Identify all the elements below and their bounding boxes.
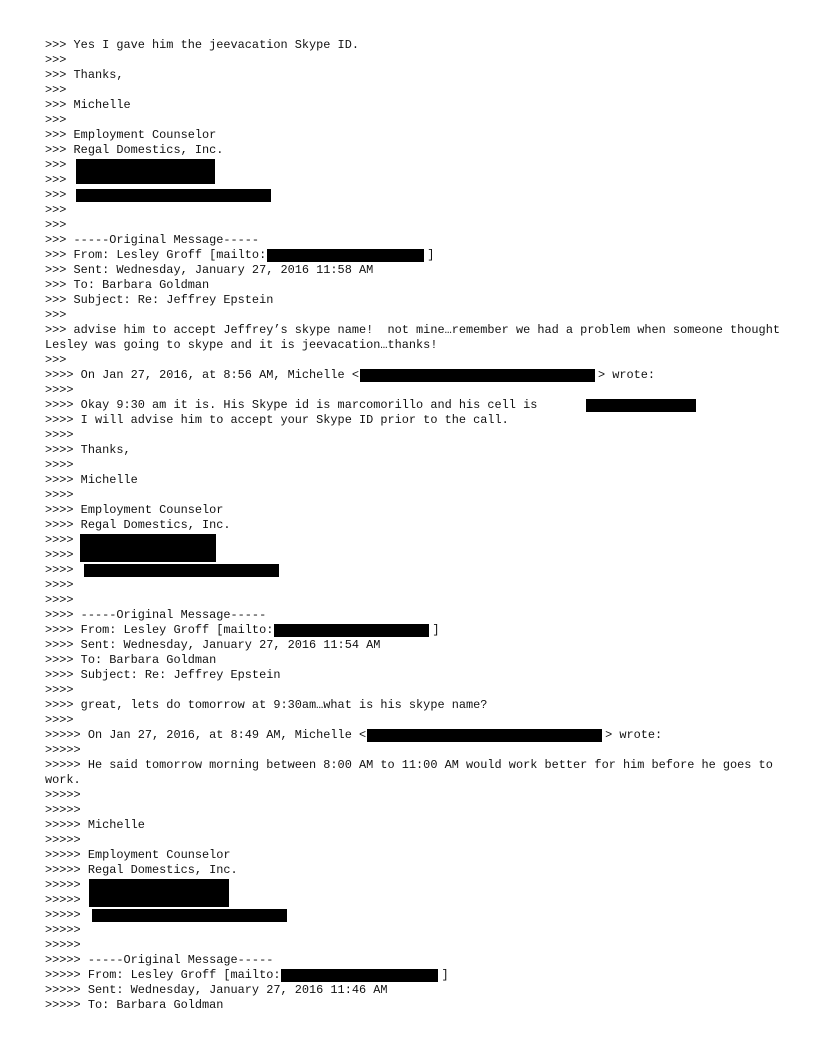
line-text: >>>>> Regal Domestics, Inc. (45, 863, 238, 877)
line-text: >>> Michelle (45, 98, 131, 112)
line-text: >>>>> (45, 788, 81, 802)
text-line (45, 233, 785, 248)
text-line (45, 758, 785, 788)
line-text: >>>> Sent: Wednesday, January 27, 2016 11:54 AM (45, 638, 381, 652)
line-text: >>>>> Sent: Wednesday, January 27, 2016 11:46 AM (45, 983, 388, 997)
text-line (45, 728, 785, 743)
text-line (45, 323, 788, 353)
text-line (45, 143, 785, 158)
line-text: >>>> Regal Domestics, Inc. (45, 518, 231, 532)
text-line (45, 188, 785, 203)
text-line (45, 458, 785, 473)
line-text: >>> (45, 158, 67, 172)
text-line (45, 563, 785, 578)
line-text-after-redaction: ] (432, 623, 440, 637)
line-text: >>>>> (45, 908, 81, 922)
redaction-box (586, 399, 696, 412)
line-text: >>> (45, 203, 67, 217)
redaction-box (92, 909, 287, 922)
redaction-box (281, 969, 438, 982)
line-text: >>>> (45, 533, 74, 547)
text-line (45, 173, 785, 188)
text-line (45, 788, 785, 803)
text-line (45, 128, 785, 143)
text-line (45, 398, 785, 413)
line-text: >>> Subject: Re: Jeffrey Epstein (45, 293, 274, 307)
text-line (45, 698, 785, 713)
text-line (45, 623, 785, 638)
text-line (45, 158, 785, 173)
text-line (45, 308, 785, 323)
text-line (45, 278, 785, 293)
line-text: >>>>> Michelle (45, 818, 145, 832)
text-line (45, 413, 785, 428)
line-text: >>> Regal Domestics, Inc. (45, 143, 224, 157)
text-line (45, 113, 785, 128)
text-line (45, 488, 785, 503)
text-line (45, 533, 785, 548)
text-line (45, 548, 785, 563)
text-line (45, 923, 785, 938)
text-line (45, 743, 785, 758)
text-line (45, 668, 785, 683)
line-text: >>>> (45, 683, 74, 697)
line-text: >>> advise him to accept Jeffrey’s skype name! not mine…remember we had a problem when someone thought Lesley was going to skype and it is jeevacation…thanks! (45, 323, 788, 352)
line-text: >>>>> (45, 743, 81, 757)
line-text: >>>>> From: Lesley Groff [mailto: (45, 968, 281, 982)
line-text: >>> From: Lesley Groff [mailto: (45, 248, 267, 262)
text-line (45, 683, 785, 698)
line-text: >>>> -----Original Message----- (45, 608, 267, 622)
line-text: >>> Sent: Wednesday, January 27, 2016 11:58 AM (45, 263, 374, 277)
text-line (45, 593, 785, 608)
line-text: >>>>> He said tomorrow morning between 8:00 AM to 11:00 AM would work better for him before he goes to work. (45, 758, 780, 787)
line-text: >>> (45, 308, 67, 322)
line-text: >>>>> (45, 833, 81, 847)
text-line (45, 938, 785, 953)
line-text: >>>>> To: Barbara Goldman (45, 998, 224, 1012)
redaction-box (274, 624, 429, 637)
text-line (45, 803, 785, 818)
text-line (45, 68, 785, 83)
line-text: >>>>> (45, 938, 81, 952)
line-text: >>> Employment Counselor (45, 128, 217, 142)
line-text: >>>> (45, 563, 74, 577)
line-text: >>>> (45, 383, 74, 397)
text-line (45, 368, 785, 383)
text-line (45, 38, 785, 53)
text-line (45, 833, 785, 848)
line-text-after-redaction: > wrote: (597, 368, 656, 382)
text-line (45, 83, 785, 98)
redaction-box (367, 729, 602, 742)
line-text: >>>> (45, 458, 74, 472)
line-text: >>>> Employment Counselor (45, 503, 224, 517)
text-line (45, 353, 785, 368)
redaction-box (76, 189, 271, 202)
text-line (45, 863, 785, 878)
line-text: >>>> (45, 548, 74, 562)
redaction-box (84, 564, 279, 577)
line-text: >>>>> (45, 803, 81, 817)
line-text: >>> (45, 173, 67, 187)
text-line (45, 473, 785, 488)
line-text: >>>> Thanks, (45, 443, 131, 457)
text-line (45, 653, 785, 668)
text-line (45, 953, 785, 968)
text-line (45, 713, 785, 728)
line-text: >>> (45, 218, 67, 232)
line-text: >>> (45, 188, 67, 202)
text-line (45, 608, 785, 623)
text-line (45, 908, 785, 923)
line-text: >>> (45, 113, 67, 127)
line-text: >>>> On Jan 27, 2016, at 8:56 AM, Michelle < (45, 368, 359, 382)
line-text: >>>>> -----Original Message----- (45, 953, 274, 967)
line-text-after-redaction: ] (427, 248, 435, 262)
line-text: >>>> From: Lesley Groff [mailto: (45, 623, 274, 637)
line-text: >>>> (45, 593, 74, 607)
line-text: >>> (45, 83, 67, 97)
text-line (45, 518, 785, 533)
text-line (45, 218, 785, 233)
text-line (45, 53, 785, 68)
redaction-box (267, 249, 424, 262)
line-text: >>>> (45, 428, 74, 442)
redaction-box (360, 369, 595, 382)
text-line (45, 428, 785, 443)
line-text: >>> To: Barbara Goldman (45, 278, 210, 292)
line-text: >>>> Michelle (45, 473, 138, 487)
line-text: >>>>> (45, 878, 81, 892)
line-text: >>>> Subject: Re: Jeffrey Epstein (45, 668, 281, 682)
line-text: >>>> I will advise him to accept your Skype ID prior to the call. (45, 413, 509, 427)
text-line (45, 818, 785, 833)
text-line (45, 578, 785, 593)
text-line (45, 203, 785, 218)
text-line (45, 293, 785, 308)
line-text: >>> Yes I gave him the jeevacation Skype ID. (45, 38, 359, 52)
line-text: >>>>> Employment Counselor (45, 848, 231, 862)
line-text: >>>>> (45, 923, 81, 937)
text-line (45, 98, 785, 113)
line-text-after-redaction: ] (441, 968, 449, 982)
text-line (45, 848, 785, 863)
line-text: >>>> great, lets do tomorrow at 9:30am…what is his skype name? (45, 698, 488, 712)
line-text: >>>>> On Jan 27, 2016, at 8:49 AM, Michelle < (45, 728, 367, 742)
text-line (45, 968, 785, 983)
text-line (45, 383, 785, 398)
line-text-after-redaction: > wrote: (605, 728, 663, 742)
text-line (45, 263, 785, 278)
text-line (45, 443, 785, 458)
line-text: >>> Thanks, (45, 68, 124, 82)
line-text: >>>>> (45, 893, 81, 907)
line-text: >>>> (45, 578, 74, 592)
line-text: >>> (45, 53, 67, 67)
line-text: >>>> To: Barbara Goldman (45, 653, 217, 667)
line-text: >>>> Okay 9:30 am it is. His Skype id is marcomorillo and his cell is (45, 398, 538, 412)
line-text: >>> -----Original Message----- (45, 233, 260, 247)
text-line (45, 248, 785, 263)
line-text: >>>> (45, 488, 74, 502)
text-line (45, 983, 785, 998)
text-line (45, 638, 785, 653)
text-line (45, 893, 785, 908)
text-line (45, 878, 785, 893)
line-text: >>>> (45, 713, 74, 727)
line-text: >>> (45, 353, 67, 367)
text-line (45, 503, 785, 518)
email-thread-document (45, 38, 788, 1013)
text-line (45, 998, 785, 1013)
